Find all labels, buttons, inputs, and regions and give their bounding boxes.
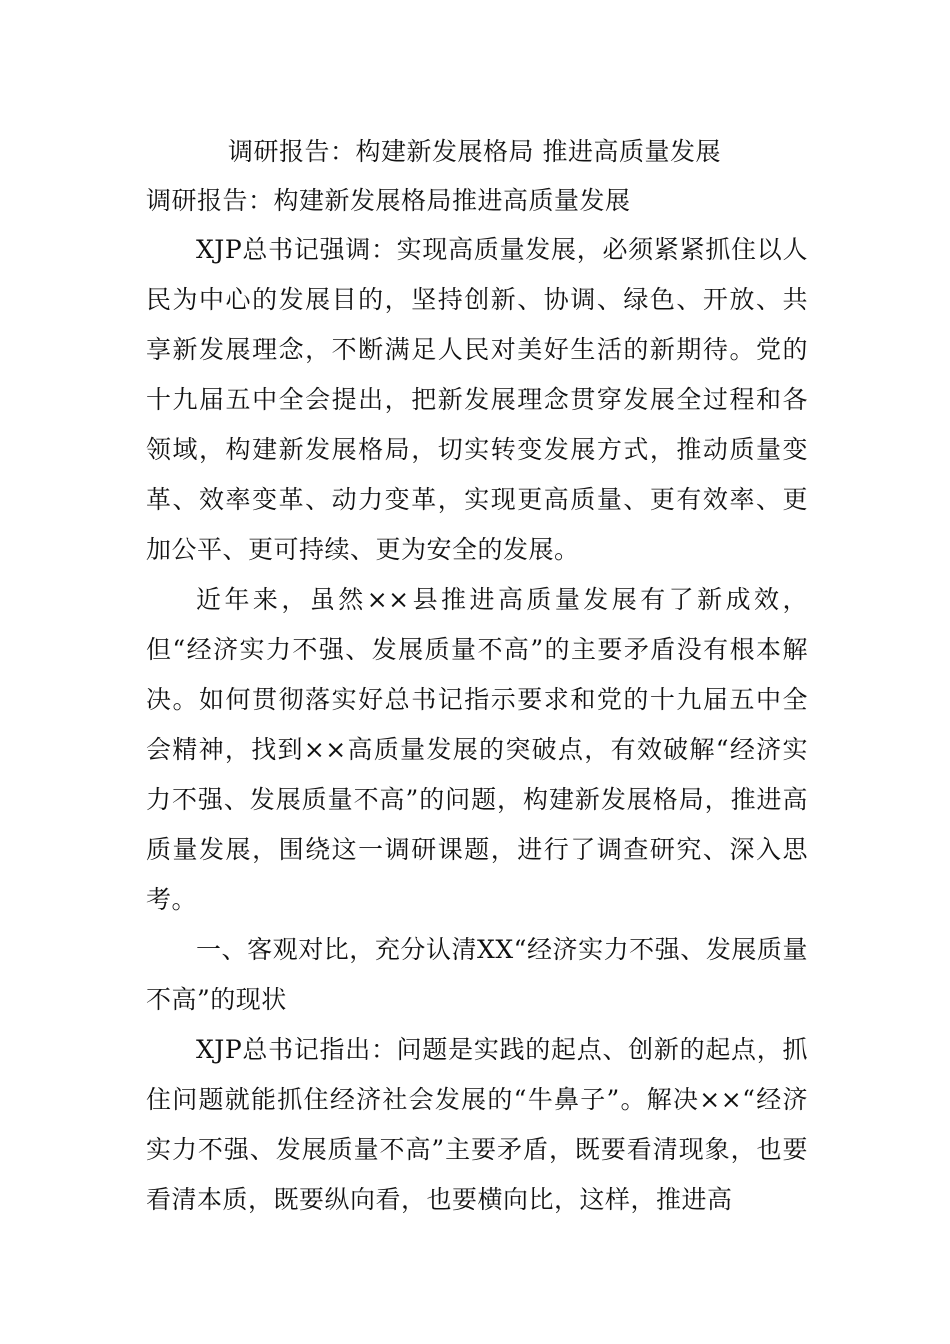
document-subtitle: 调研报告：构建新发展格局推进高质量发展	[146, 186, 631, 215]
document-title: 调研报告：构建新发展格局 推进高质量发展	[228, 137, 721, 166]
paragraph-background: 近年来，虽然××县推进高质量发展有了新成效，但“经济实力不强、发展质量不高”的主要矛盾没有根本解决。如何贯彻落实好总书记指示要求和党的十九届五中全会精神，找到××高质量发展的突破点，有效破解“经济实力不强、发展质量不高”的问题，构建新发展格局，推进高质量发展，围绕这一调研课题，进行了调查研究、深入思考。	[146, 585, 808, 914]
section-heading-1: 一、客观对比，充分认清XX“经济实力不强、发展质量不高”的现状	[146, 935, 808, 1014]
paragraph-intro: XJP总书记强调：实现高质量发展，必须紧紧抓住以人民为中心的发展目的，坚持创新、协调、绿色、开放、共享新发展理念，不断满足人民对美好生活的新期待。党的十九届五中全会提出，把新发展理念贯穿发展全过程和各领域，构建新发展格局，切实转变发展方式，推动质量变革、效率变革、动力变革，实现更高质量、更有效率、更加公平、更可持续、更为安全的发展。	[146, 235, 808, 564]
document-body	[146, 225, 808, 1225]
paragraph-section-1: XJP总书记指出：问题是实践的起点、创新的起点，抓住问题就能抓住经济社会发展的“牛鼻子”。解决××“经济实力不强、发展质量不高”主要矛盾，既要看清现象，也要看清本质，既要纵向看，也要横向比，这样，推进高	[146, 1035, 808, 1214]
